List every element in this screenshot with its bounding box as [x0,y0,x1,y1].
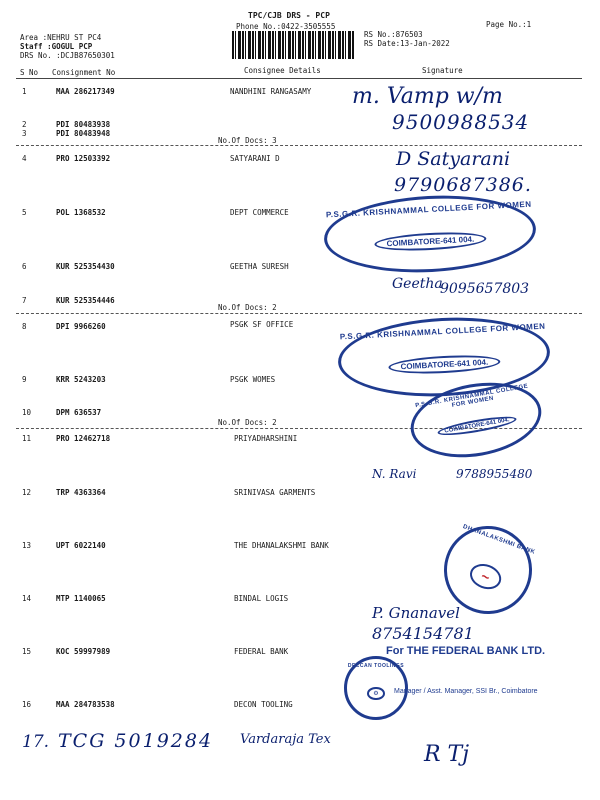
handwritten-consignee-17: Vardaraja Tex [240,732,331,747]
signature-row11: N. Ravi [372,467,417,481]
col-consignee: Consignee Details [244,66,321,75]
row-sno: 12 [22,488,32,497]
college-stamp-3: P.S.G.R. KRISHNAMMAL COLLEGE FOR WOMEN COIMBATORE-641 004. [405,373,547,467]
row-consignee: DEPT COMMERCE [230,208,289,217]
row-consignment: MAA 284783538 [56,700,115,709]
signature-row6: Geetha [392,276,443,292]
federal-bank-stamp-line1: For THE FEDERAL BANK LTD. [386,645,546,657]
row-sno: 5 [22,208,27,217]
row-sno: 1 [22,87,27,96]
row-consignment: PRO 12503392 [56,154,111,163]
row-consignment: KUR 525354446 [56,296,115,305]
row-consignment: PRO 12462718 [56,434,111,443]
docs-count: No.Of Docs: 2 [218,418,277,427]
decon-stamp: DECCAN TOOLINGS ⚙ [344,656,408,720]
area: Area :NEHRU ST PC4 [20,33,102,42]
college-stamp-2: P.S.G.R. KRISHNAMMAL COLLEGE FOR WOMEN COIMBATORE-641 004. [336,313,552,402]
college-stamp-1: P.S.G.R. KRISHNAMMAL COLLEGE FOR WOMEN COIMBATORE-641 004. [322,191,538,278]
row-sno: 10 [22,408,32,417]
row-consignee: DECON TOOLING [234,700,293,709]
staff: Staff :GOGUL PCP [20,42,93,51]
row-consignment: PDI 80483948 [56,129,111,138]
row-consignee: BINDAL LOGIS [234,594,289,603]
page-number: Page No.:1 [486,20,532,29]
row-consignee: SATYARANI D [230,154,280,163]
row-consignee: GEETHA SURESH [230,262,289,271]
row-sno: 3 [22,129,27,138]
phone-row6: 9095657803 [440,281,530,297]
handwritten-sno-17: 17. [22,732,50,752]
seal-signature: ~ [466,560,504,594]
docs-count: No.Of Docs: 2 [218,303,277,312]
signature-row4: D Satyarani [396,148,511,170]
row-consignment: POL 1368532 [56,208,106,217]
row-consignment: DPM 636537 [56,408,102,417]
bank-seal-stamp: DHANALAKSHMI BANK ~ [432,514,545,627]
row-divider [16,313,582,314]
phone-row1: 9500988534 [392,110,530,134]
row-consignment: PDI 80483938 [56,120,111,129]
header-divider [16,78,582,79]
row-divider [16,145,582,146]
row-consignee: THE DHANALAKSHMI BANK [234,541,329,550]
row-consignment: DPI 9966260 [56,322,106,331]
rs-number: RS No.:876503 [364,30,423,39]
row-consignment: KRR 5243203 [56,375,106,384]
signature-row16: R Tj [424,742,470,767]
row-sno: 2 [22,120,27,129]
row-sno: 11 [22,434,32,443]
federal-bank-stamp-line2: Manager / Asst. Manager, SSI Br., Coimbatore [394,688,538,695]
col-signature: Signature [422,66,463,75]
drs-number: DRS No. :DCJB87650301 [20,51,115,60]
rs-date: RS Date:13-Jan-2022 [364,39,450,48]
row-consignment: MTP 1140065 [56,594,106,603]
signature-row14: P. Gnanavel [372,604,460,622]
row-consignment: KUR 525354430 [56,262,115,271]
docs-count: No.Of Docs: 3 [218,136,277,145]
col-sno: S No [20,68,39,77]
row-sno: 9 [22,375,27,384]
phone-row14: 8754154781 [372,624,474,643]
row-sno: 14 [22,594,32,603]
row-sno: 16 [22,700,32,709]
row-sno: 15 [22,647,32,656]
row-consignment: MAA 286217349 [56,87,115,96]
row-consignee: PSGK WOMES [230,375,276,384]
phone-row4: 9790687386. [394,174,532,196]
row-consignee: SRINIVASA GARMENTS [234,488,316,497]
row-consignee: PRIYADHARSHINI [234,434,298,443]
col-consignment: Consignment No [52,68,116,77]
row-consignee: FEDERAL BANK [234,647,289,656]
phone-row11: 9788955480 [456,467,533,481]
handwritten-consignment-17: TCG 5019284 [58,730,214,752]
row-sno: 8 [22,322,27,331]
row-consignment: UPT 6022140 [56,541,106,550]
barcode [232,31,354,59]
row-sno: 7 [22,296,27,305]
row-consignment: KOC 59997989 [56,647,111,656]
document-title: TPC/CJB DRS - PCP [248,11,330,20]
row-consignment: TRP 4363364 [56,488,106,497]
row-sno: 6 [22,262,27,271]
row-sno: 4 [22,154,27,163]
row-consignee: PSGK SF OFFICE [230,320,294,329]
row-consignee: NANDHINI RANGASAMY [230,87,312,96]
signature-row1: m. Vamp w/m [352,84,503,109]
row-sno: 13 [22,541,32,550]
phone-number: Phone No.:0422-3505555 [236,22,336,31]
